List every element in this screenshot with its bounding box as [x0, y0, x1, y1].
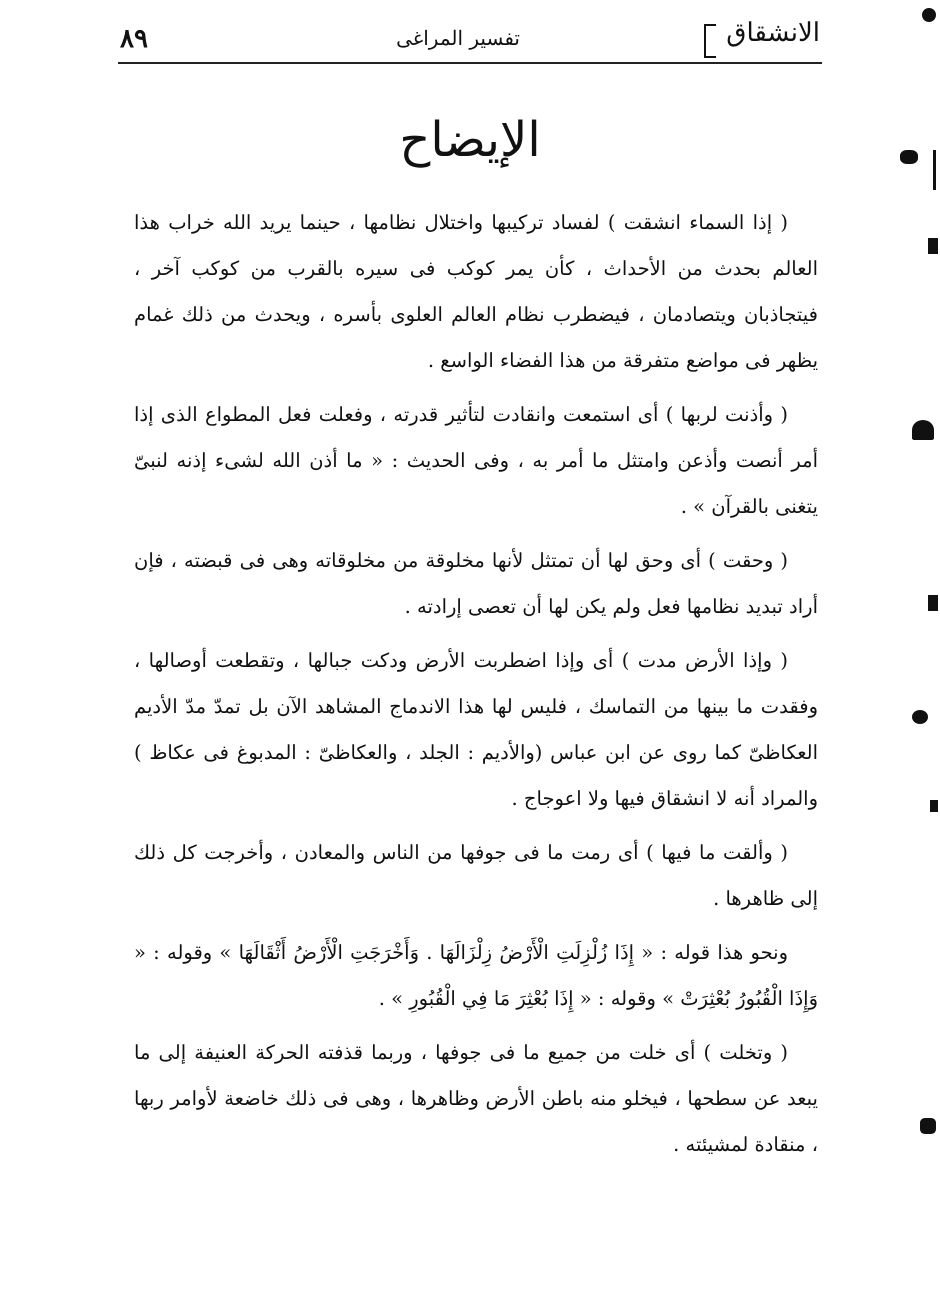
scan-mark	[933, 150, 936, 190]
running-header	[120, 18, 820, 64]
scan-mark	[912, 710, 928, 724]
scan-mark	[900, 150, 918, 164]
scan-mark	[912, 420, 934, 440]
paragraph: ونحو هذا قوله : « إِذَا زُلْزِلَتِ الْأَرْضُ زِلْزَالَهَا . وَأَخْرَجَتِ الْأَرْضُ أَثْقَالَهَا » وقوله : « وَإِذَا الْقُبُورُ بُعْثِرَتْ » وقوله : « إِذَا بُعْثِرَ مَا فِي الْقُبُورِ » .	[134, 941, 818, 1010]
scan-mark	[930, 800, 938, 812]
scan-mark	[928, 595, 938, 611]
bracket-mark	[704, 24, 716, 58]
surah-title: الانشقاق	[726, 18, 820, 48]
scan-mark	[922, 8, 936, 22]
paragraph: ( وحقت ) أى وحق لها أن تمتثل لأنها مخلوقة من مخلوقاته وهى فى قبضته ، فإن أراد تبديد نظامها فعل ولم يكن لها أن تعصى إرادته .	[134, 549, 818, 618]
paragraph: ( وإذا الأرض مدت ) أى وإذا اضطربت الأرض ودكت جبالها ، وتقطعت أوصالها ، وفقدت ما بينها من التماسك ، فليس لها هذا الاندماج المشاهد الآن بل تمدّ مدّ الأديم العكاظىّ كما روى عن ابن عباس (والأديم : الجلد ، والعكاظىّ : المدبوغ فى عكاظ ) والمراد أنه لا انشقاق فيها ولا اعوجاج .	[134, 649, 818, 810]
scan-mark	[920, 1118, 936, 1134]
scan-mark	[928, 238, 938, 254]
body-text	[134, 200, 818, 1168]
paragraph: ( وتخلت ) أى خلت من جميع ما فى جوفها ، وربما قذفته الحركة العنيفة إلى ما يبعد عن سطحها ، فيخلو منه باطن الأرض وظاهرها ، وهى فى ذلك خاضعة لأوامر ربها ، منقادة لمشيئته .	[134, 1041, 818, 1156]
book-title: تفسير المراغى	[396, 26, 520, 50]
paragraph: ( وألقت ما فيها ) أى رمت ما فى جوفها من الناس والمعادن ، وأخرجت كل ذلك إلى ظاهرها .	[134, 841, 818, 910]
header-rule	[118, 62, 822, 64]
paragraph: ( إذا السماء انشقت ) لفساد تركيبها واختلال نظامها ، حينما يريد الله خراب هذا العالم بحدث من الأحداث ، كأن يمر كوكب فى سيره بالقرب من كوكب آخر ، فيتجاذبان ويتصادمان ، فيضطرب نظام العالم العلوى بأسره ، ويحدث من ذلك غمام يظهر فى مواضع متفرقة من هذا الفضاء الواسع .	[134, 211, 818, 372]
section-heading: الإيضاح	[399, 112, 541, 168]
page-number: ٨٩	[120, 24, 148, 54]
paragraph: ( وأذنت لربها ) أى استمعت وانقادت لتأثير قدرته ، وفعلت فعل المطواع الذى إذا أمر أنصت وأذعن وامتثل ما أمر به ، وفى الحديث : « ما أذن الله لشىء إذنه لنبىّ يتغنى بالقرآن » .	[134, 403, 818, 518]
